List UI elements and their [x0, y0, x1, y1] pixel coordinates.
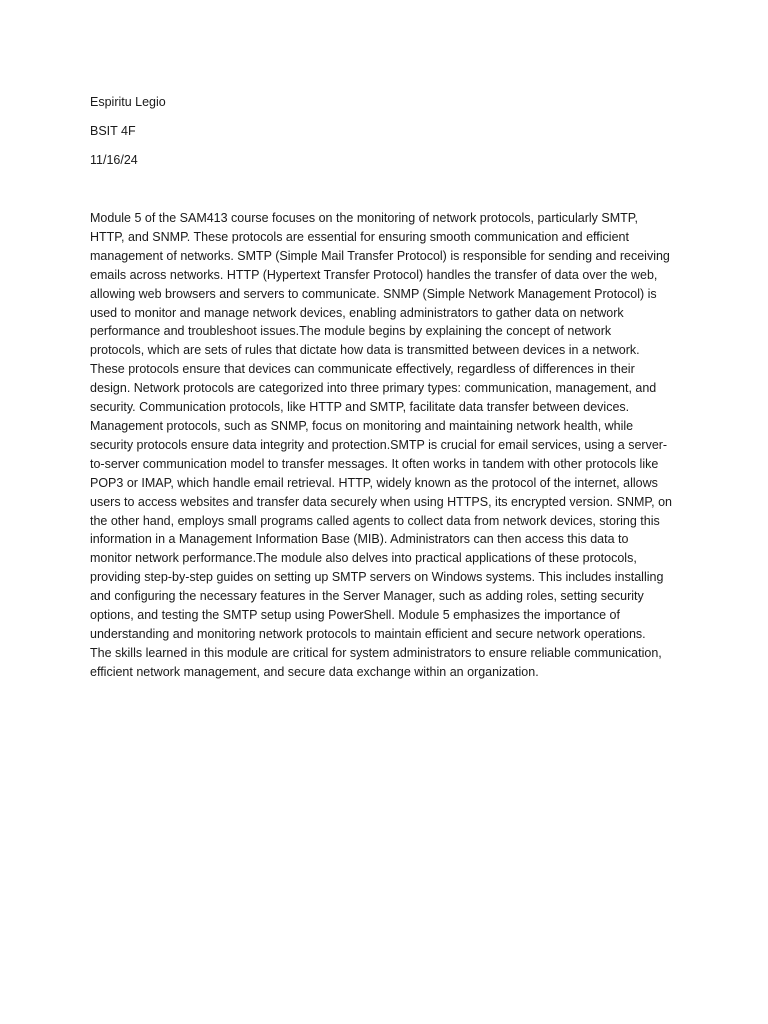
paragraph-line: providing step-by-step guides on setting up SMTP servers on Windows systems. This includes installing: [90, 570, 664, 585]
paragraph-line: The skills learned in this module are critical for system administrators to ensure reliable communication,: [90, 645, 662, 660]
paragraph-line: used to monitor and manage network devices, enabling administrators to gather data on network: [90, 305, 624, 320]
paragraph-line: efficient network management, and secure data exchange within an organization.: [90, 664, 539, 679]
paragraph-line: allowing web browsers and servers to communicate. SNMP (Simple Network Management Protocol) is: [90, 286, 657, 301]
paragraph-line: and configuring the necessary features in the Server Manager, such as adding roles, setting security: [90, 589, 644, 604]
document-date: 11/16/24: [90, 153, 138, 167]
paragraph-line: emails across networks. HTTP (Hypertext Transfer Protocol) handles the transfer of data over the web,: [90, 267, 658, 282]
paragraph-line: design. Network protocols are categorized into three primary types: communication, management, and: [90, 381, 657, 396]
paragraph-line: the other hand, employs small programs called agents to collect data from network devices, storing this: [90, 513, 660, 528]
paragraph-line: to-server communication model to transfer messages. It often works in tandem with other protocols like: [90, 456, 659, 471]
author-name: Espiritu Legio: [90, 95, 166, 109]
paragraph-line: protocols, which are sets of rules that dictate how data is transmitted between devices in a network.: [90, 343, 640, 358]
paragraph-line: Module 5 of the SAM413 course focuses on the monitoring of network protocols, particularly SMTP,: [90, 211, 638, 225]
paragraph-line: HTTP, and SNMP. These protocols are essential for ensuring smooth communication and efficient: [90, 229, 629, 244]
body-paragraph: [90, 209, 680, 682]
class-section: BSIT 4F: [90, 124, 136, 138]
paragraph-line: monitor network performance.The module also delves into practical applications of these protocols,: [90, 551, 637, 566]
paragraph-line: security protocols ensure data integrity and protection.SMTP is crucial for email services, using a server-: [90, 437, 668, 452]
paragraph-line: POP3 or IMAP, which handle email retrieval. HTTP, widely known as the protocol of the internet, allows: [90, 475, 658, 490]
paragraph-line: These protocols ensure that devices can communicate effectively, regardless of differences in their: [90, 362, 635, 377]
paragraph-line: users to access websites and transfer data securely when using HTTPS, its encrypted version. SNMP, on: [90, 494, 672, 509]
paragraph-line: performance and troubleshoot issues.The module begins by explaining the concept of network: [90, 324, 612, 339]
paragraph-line: understanding and monitoring network protocols to maintain efficient and secure network operations.: [90, 626, 646, 641]
paragraph-line: management of networks. SMTP (Simple Mail Transfer Protocol) is responsible for sending and receiving: [90, 248, 670, 263]
paragraph-line: information in a Management Information Base (MIB). Administrators can then access this data to: [90, 532, 629, 547]
paragraph-line: options, and testing the SMTP setup using PowerShell. Module 5 emphasizes the importance of: [90, 608, 620, 623]
paragraph-line: Management protocols, such as SNMP, focus on monitoring and maintaining network health, while: [90, 418, 634, 433]
paragraph-line: security. Communication protocols, like HTTP and SMTP, facilitate data transfer between devices.: [90, 400, 630, 415]
